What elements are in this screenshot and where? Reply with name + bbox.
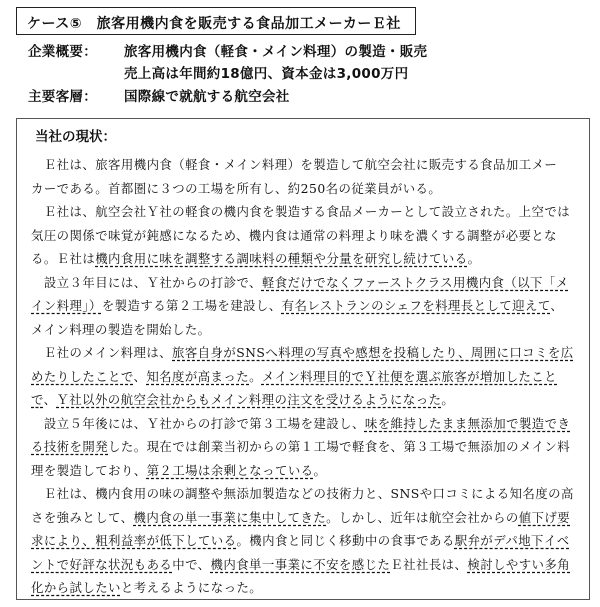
- underlined-segment: 味を維持したまま無添加で製造でき: [364, 415, 571, 431]
- text-line: [31, 343, 574, 361]
- text-line: [31, 202, 570, 220]
- underlined-segment: 旅客自身がSNSへ料理の写真や感想を投稿したり、周囲に口コミを広: [172, 345, 574, 360]
- text-segment: 理を製造しており、: [31, 462, 147, 478]
- underlined-segment: 検討しやすい多角: [467, 556, 571, 572]
- text-segment: る。Ｅ社は: [31, 251, 96, 266]
- text-line: [31, 320, 211, 338]
- company-overview-row: [28, 40, 427, 60]
- underlined-segment: 駅弁がデパ地下イベ: [454, 533, 570, 548]
- text-segment: 。: [313, 462, 327, 478]
- underlined-segment: 第２工場は余剰となっている: [146, 462, 314, 478]
- case-header-box: [16, 7, 416, 35]
- text-segment: カーである。首都圏に３つの工場を所有し、約250名の従業員がいる。: [31, 180, 442, 196]
- underlined-segment: めたりしたことで: [31, 368, 134, 384]
- text-segment: Ｅ社は、旅客用機内食（軽食・メイン料理）を製造して航空会社に販売する食品加工メー: [31, 157, 558, 172]
- section-title: 当社の現状：: [35, 129, 116, 145]
- text-segment: 、: [133, 368, 147, 384]
- text-segment: 、: [43, 392, 57, 407]
- customers-label: 主要客層：: [28, 89, 97, 105]
- text-segment: 。しかし、近年は航空会社からの: [326, 509, 519, 525]
- text-line: [31, 414, 570, 432]
- text-segment: と考えるようになった。: [120, 580, 263, 595]
- text-segment: 。機内食と同じく移動中の食事である: [236, 533, 455, 548]
- text-line: [31, 226, 557, 244]
- text-line: [31, 555, 570, 573]
- underlined-segment: ントで好評な状況もある: [31, 556, 173, 572]
- text-line: [31, 273, 569, 291]
- text-segment: Ｅ社は、機内食用の味の調整や無添加製造などの技術力と、SNSや口コミによる知名度の高: [31, 486, 574, 501]
- underlined-segment: Ｙ社以外の航空会社からもメイン料理の注文を受けるようになった: [56, 392, 442, 407]
- text-segment: 設立３年目には、Ｙ社からの打診で、: [31, 274, 262, 290]
- underlined-segment: メイン料理目的でＹ社便を選ぶ旅客が増加したこと: [261, 368, 557, 384]
- text-line: [31, 531, 570, 549]
- underlined-segment: 有名レストランのシェフを料理長として迎えて: [281, 298, 551, 313]
- underlined-segment: る技術を開発: [31, 439, 109, 454]
- underlined-segment: 値下げ要: [518, 509, 571, 525]
- text-line: [31, 155, 557, 173]
- text-segment: Ｅ社のメイン料理は、: [31, 345, 172, 360]
- text-line: [31, 578, 262, 596]
- text-line: [31, 508, 570, 526]
- text-segment: メイン料理の製造を開始した。: [31, 321, 211, 337]
- text-segment: 、: [550, 298, 564, 313]
- text-segment: を製造する第２工場を建設し、: [101, 298, 282, 313]
- text-line: [31, 296, 563, 314]
- text-line: [31, 437, 570, 455]
- underlined-segment: 求により、粗利益率が低下している: [31, 533, 237, 548]
- overview-line-1: 旅客用機内食（軽食・メイン料理）の製造・販売: [124, 44, 428, 60]
- text-segment: さを強みとして、: [31, 509, 134, 525]
- underlined-segment: 知名度が高まった: [146, 368, 250, 384]
- text-segment: 設立５年後には、Ｙ社からの打診で第３工場を建設し、: [31, 415, 365, 431]
- current-situation-box: [16, 118, 590, 600]
- text-line: [31, 367, 557, 385]
- text-segment: Ｅ社社長は、: [390, 556, 468, 572]
- main-customers-row: [28, 85, 290, 105]
- customers-value: 国際線で就航する航空会社: [124, 89, 290, 105]
- text-segment: 。: [467, 251, 481, 266]
- text-line: [31, 461, 326, 479]
- text-segment: Ｅ社は、航空会社Ｙ社の軽食の機内食を製造する食品メーカーとして設立された。上空では: [31, 204, 571, 219]
- text-line: [31, 249, 480, 267]
- underlined-segment: 機内食用に味を調整する調味料の種類や分量を研究し続けている: [95, 251, 468, 266]
- underlined-segment: 機内食単一事業に不安を感じた: [210, 556, 391, 572]
- overview-label: 企業概要：: [28, 44, 97, 60]
- text-segment: 気圧の関係で味覚が鈍感になるため、機内食は通常の料理より味を濃くする調整が必要とな: [31, 227, 557, 243]
- company-overview-row-2: [28, 62, 408, 82]
- text-segment: した。現在では創業当初からの第１工場で軽食を、第３工場で無添加のメイン料: [108, 439, 571, 454]
- underlined-segment: 機内食の単一事業に集中してきた: [133, 509, 327, 525]
- text-segment: 。: [441, 392, 455, 407]
- text-line: [31, 484, 574, 502]
- case-title: ケース⑤ 旅客用機内食を販売する食品加工メーカーＥ社: [27, 16, 401, 32]
- text-line: [31, 179, 441, 197]
- underlined-segment: 化から試したい: [31, 580, 121, 595]
- text-segment: 。: [249, 368, 262, 384]
- underlined-segment: で: [31, 392, 44, 407]
- underlined-segment: イン料理」）: [31, 298, 102, 313]
- text-segment: 中で、: [172, 556, 211, 572]
- text-line: [31, 390, 454, 408]
- underlined-segment: 軽食だけでなくファーストクラス用機内食（以下「メ: [261, 274, 569, 290]
- overview-line-2: 売上高は年間約18億円、資本金は3,000万円: [124, 66, 409, 82]
